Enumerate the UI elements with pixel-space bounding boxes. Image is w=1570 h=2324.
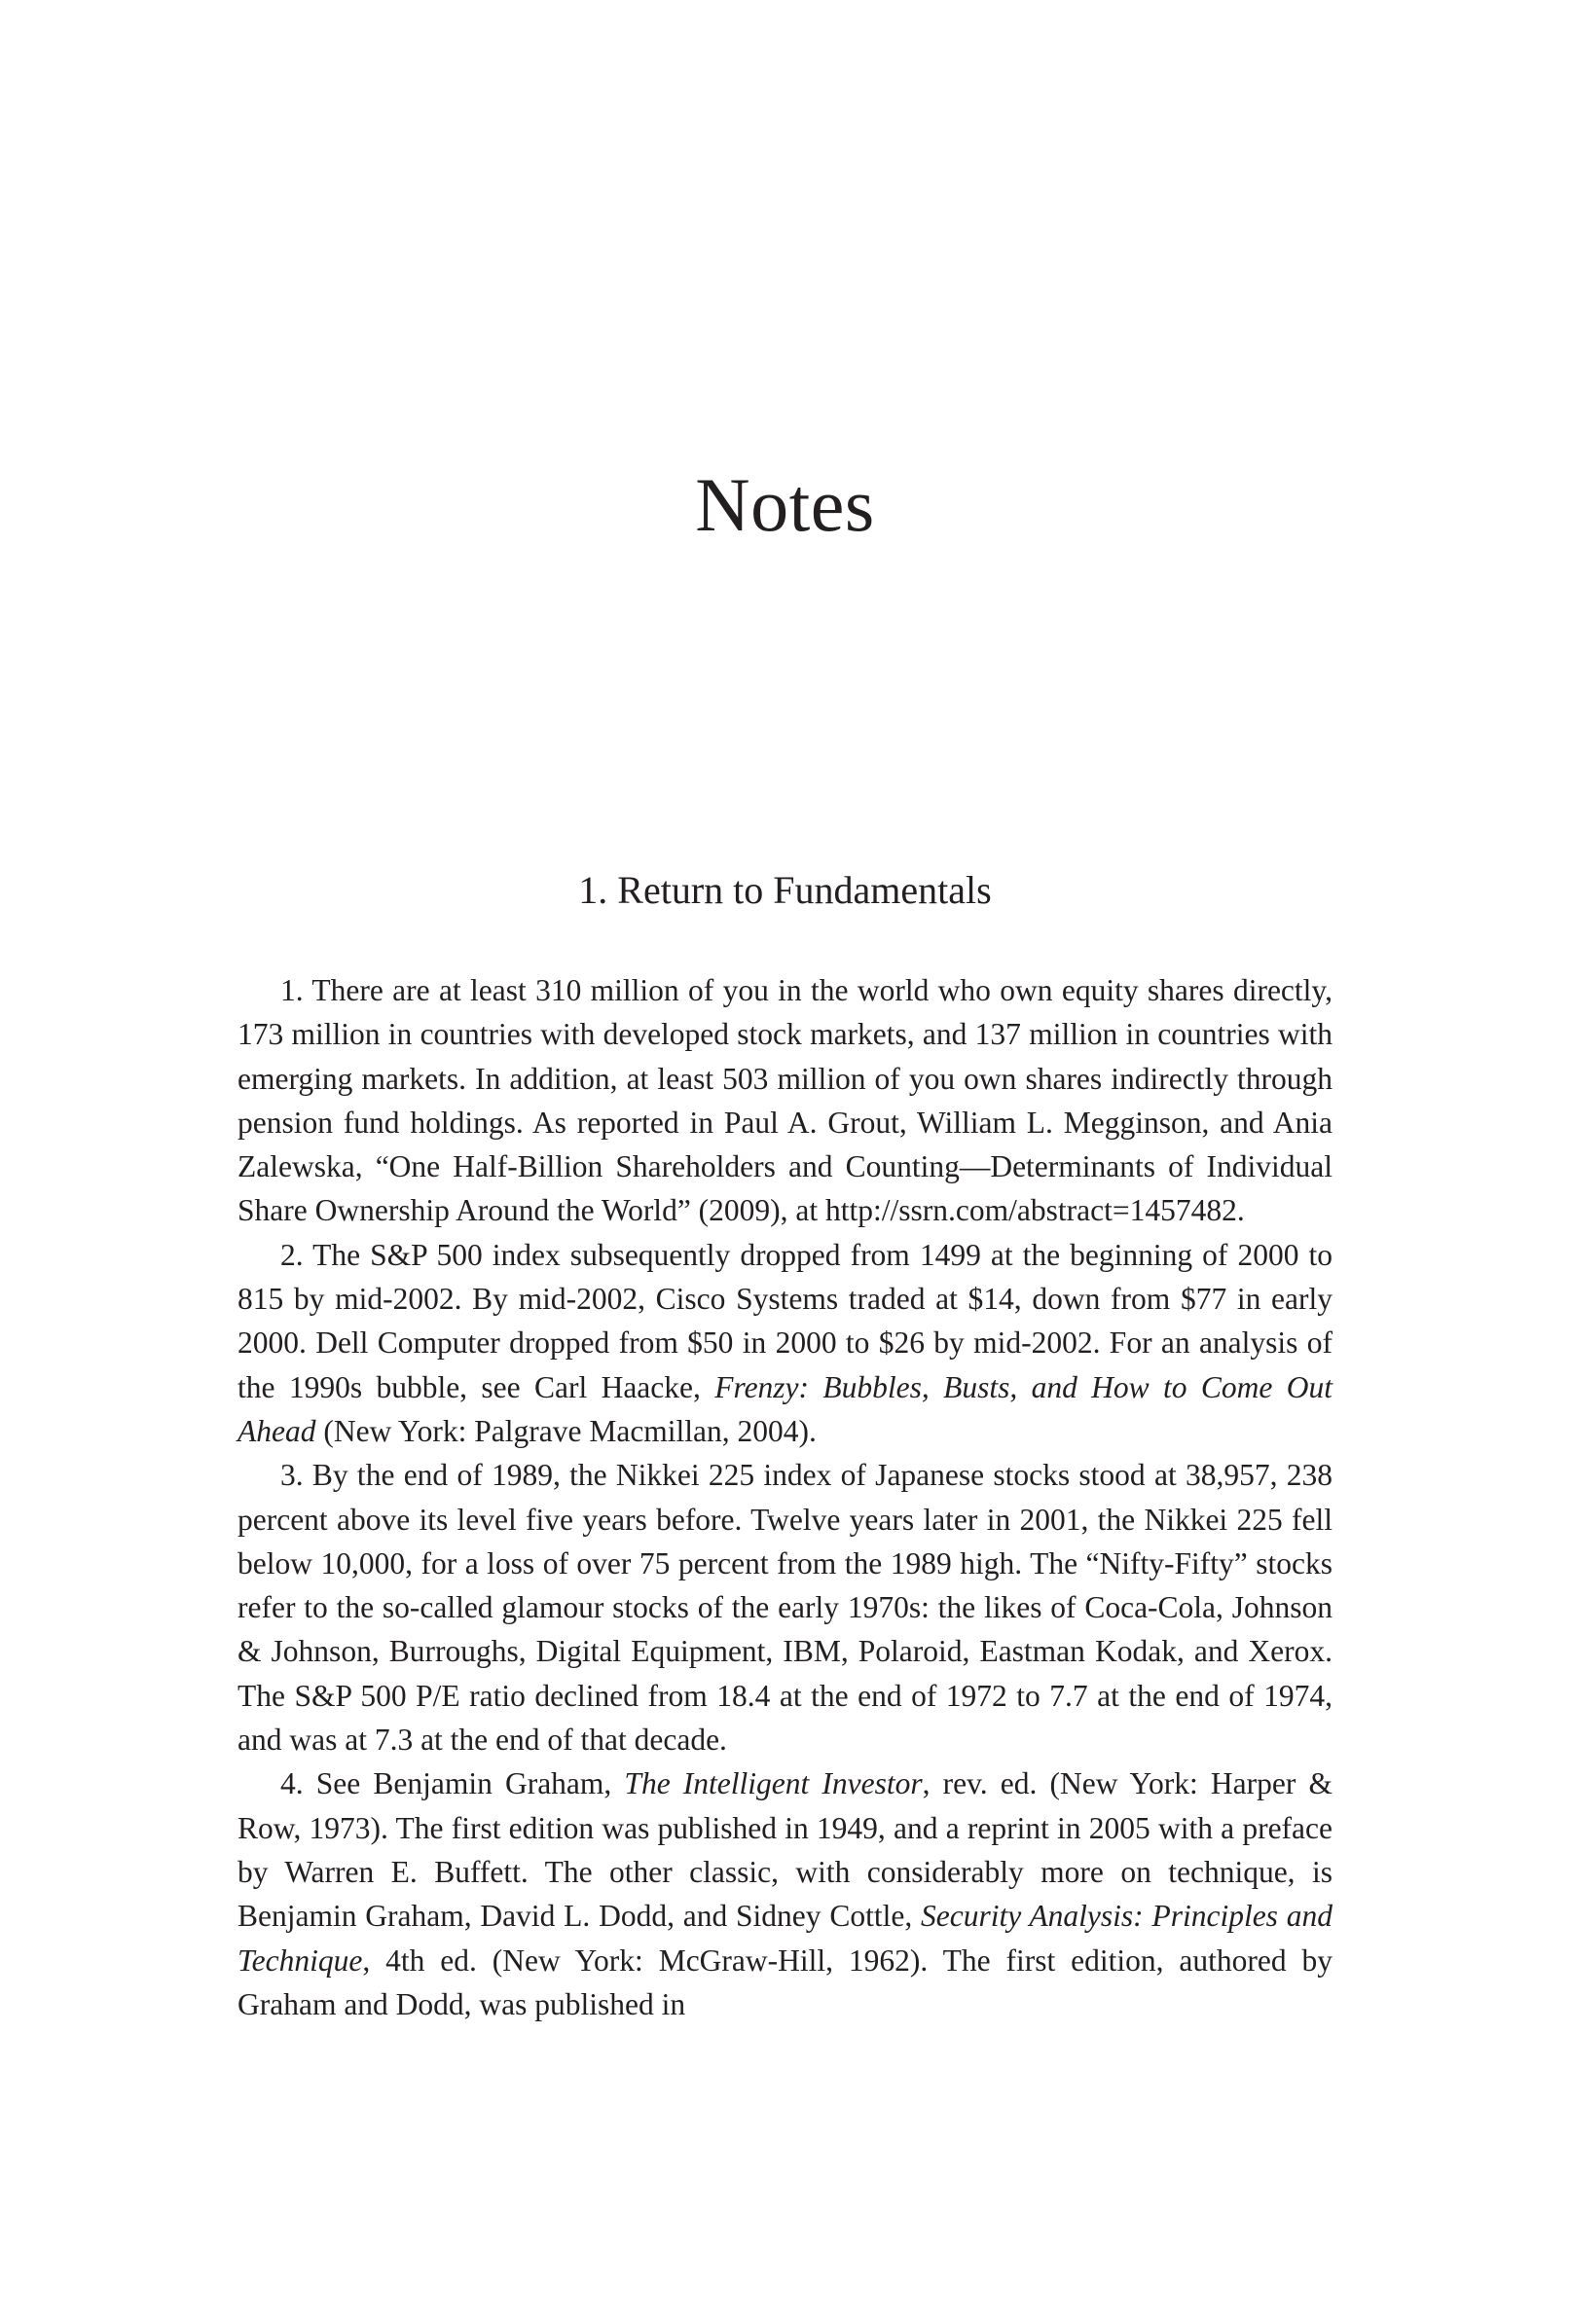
- note-4-text-a: 4. See Benjamin Graham,: [280, 1766, 625, 1801]
- note-2-text-a: 2. The S&P 500 index subsequently dropped from 1499 at the beginning of 2000 to 815 by mid-2002. By mid-2002, Cisco Systems traded at $14, down from $77 in early 2000. Dell Computer dropped from $50 in 2000 to $26 by mid-2002. For an analysis of the 1990s bubble, see Carl Haacke,: [237, 1237, 1333, 1404]
- page-title: Notes: [695, 462, 875, 547]
- note-3-text: 3. By the end of 1989, the Nikkei 225 index of Japanese stocks stood at 38,957, 238 percent above its level five years before. Twelve years later in 2001, the Nikkei 225 fell below 10,000, for a loss of over 75 percent from the 1989 high. The “Nifty-Fifty” stocks refer to the so-called glamour stocks of the early 1970s: the likes of Coca-Cola, Johnson & Johnson, Burroughs, Digital Equipment, IBM, Polaroid, Eastman Kodak, and Xerox. The S&P 500 P/E ratio declined from 18.4 at the end of 1972 to 7.7 at the end of 1974, and was at 7.3 at the end of that decade.: [237, 1458, 1333, 1758]
- note-1: [237, 968, 1333, 1233]
- notes-list: [237, 968, 1333, 2026]
- note-4-book-title-2: Security Analysis: Principles and Technique: [237, 1899, 1333, 1978]
- note-3: [237, 1453, 1333, 1761]
- note-4-text-c: , 4th ed. (New York: McGraw-Hill, 1962). The first edition, authored by Graham and Dodd, was published in: [237, 1943, 1333, 2021]
- note-2-book-title: Frenzy: Bubbles, Busts, and How to Come Out Ahead: [237, 1369, 1333, 1448]
- note-2: [237, 1233, 1333, 1453]
- note-4-book-title-1: The Intelligent Investor: [624, 1766, 923, 1801]
- note-4: [237, 1761, 1333, 2026]
- note-2-text-b: (New York: Palgrave Macmillan, 2004).: [315, 1413, 817, 1448]
- section-heading: 1. Return to Fundamentals: [578, 868, 992, 912]
- note-4-text-b: , rev. ed. (New York: Harper & Row, 1973). The first edition was published in 1949, and a reprint in 2005 with a preface by Warren E. Buffett. The other classic, with considerably more on technique, is Benjamin Graham, David L. Dodd, and Sidney Cottle,: [237, 1766, 1333, 1934]
- note-1-text: 1. There are at least 310 million of you in the world who own equity shares directly, 173 million in countries with developed stock markets, and 137 million in countries with emerging markets. In addition, at least 503 million of you own shares indirectly through pension fund holdings. As reported in Paul A. Grout, William L. Megginson, and Ania Zalewska, “One Half-Billion Shareholders and Counting—Determinants of Individual Share Ownership Around the World” (2009), at http://ssrn.com/abstract=1457482.: [237, 973, 1333, 1228]
